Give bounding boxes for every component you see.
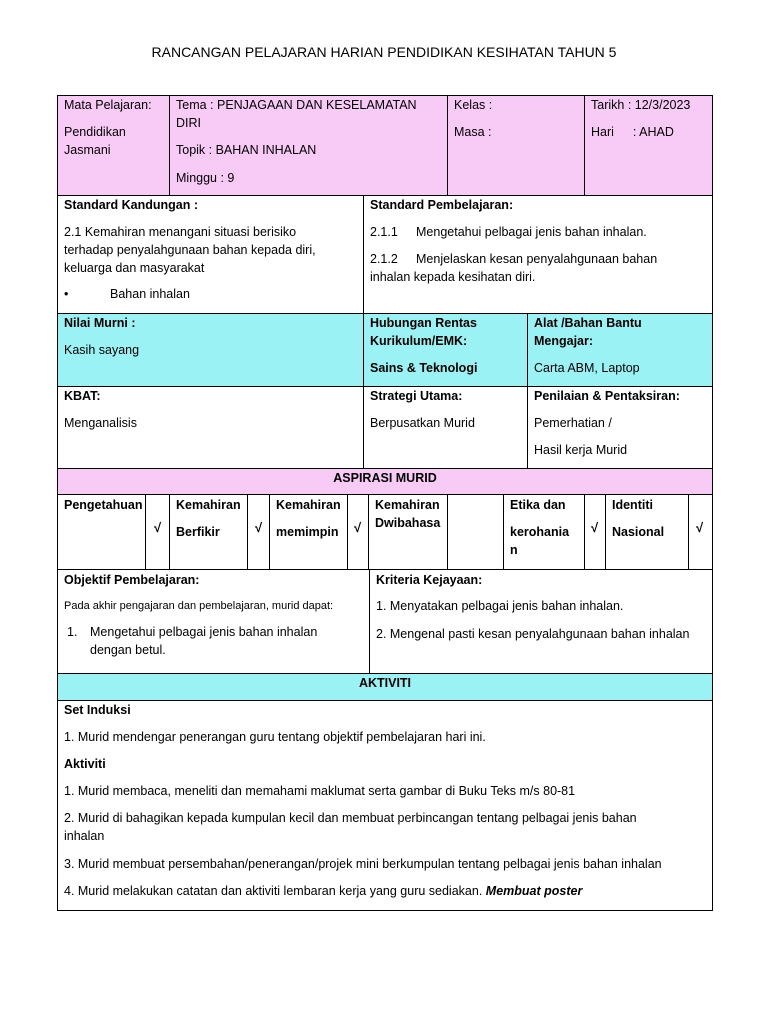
standard-kandungan-label: Standard Kandungan : [64, 198, 199, 212]
tema-line1: Tema : PENJAGAAN DAN KESELAMATAN [176, 98, 417, 112]
sp1-text: Mengetahui pelbagai jenis bahan inhalan. [416, 225, 647, 239]
penilaian-value1: Pemerhatian / [534, 416, 612, 430]
rentas-value: Sains & Teknologi [370, 361, 478, 375]
tick-mark: √ [354, 520, 362, 535]
aktiviti-4-emphasis: Membuat poster [485, 884, 583, 898]
nilai-murni-value: Kasih sayang [64, 343, 140, 357]
kriteria-1: 1. Menyatakan pelbagai jenis bahan inhalan. [376, 599, 624, 613]
etika-line3: n [510, 543, 518, 557]
dwibahasa-tick-cell [447, 494, 504, 570]
etika-line1: Etika dan [510, 498, 566, 512]
alat-value: Carta ABM, Laptop [534, 361, 640, 375]
strategi-value: Berpusatkan Murid [370, 416, 475, 430]
berfikir-tick-cell [247, 494, 270, 570]
sp1-num: 2.1.1 [370, 225, 398, 239]
aspirasi-heading: ASPIRASI MURID [57, 468, 713, 495]
tick-mark: √ [591, 520, 599, 535]
alat-label1: Alat /Bahan Bantu [534, 316, 642, 330]
memimpin-line1: Kemahiran [276, 498, 341, 512]
pengetahuan-cell [57, 494, 146, 570]
objektif-label: Objektif Pembelajaran: [64, 573, 200, 587]
topik: Topik : BAHAN INHALAN [176, 143, 317, 157]
aktiviti-2-line1: 2. Murid di bahagikan kepada kumpulan kecil dan membuat perbincangan tentang pelbagai jenis bahan [64, 811, 637, 825]
memimpin-cell [269, 494, 348, 570]
alat-bahan-cell [527, 313, 713, 387]
rentas-kurikulum-cell [363, 313, 528, 387]
penilaian-label: Penilaian & Pentaksiran: [534, 389, 680, 403]
objektif-item-line2: dengan betul. [90, 643, 166, 657]
penilaian-value2: Hasil kerja Murid [534, 443, 628, 457]
objektif-cell [57, 569, 370, 674]
induksi-1: 1. Murid mendengar penerangan guru tentang objektif pembelajaran hari ini. [64, 730, 486, 744]
hari-row [591, 123, 706, 141]
rentas-label2: Kurikulum/EMK: [370, 334, 468, 348]
kelas-label: Kelas : [454, 98, 493, 112]
berfikir-line1: Kemahiran [176, 498, 241, 512]
strategi-label: Strategi Utama: [370, 389, 463, 403]
mata-pelajaran-cell [57, 95, 170, 196]
memimpin-tick-cell [347, 494, 369, 570]
set-induksi-label: Set Induksi [64, 703, 131, 717]
masa-label: Masa : [454, 125, 492, 139]
tarikh: Tarikh : 12/3/2023 [591, 98, 691, 112]
aktiviti-2-line2: inhalan [64, 829, 105, 843]
nilai-murni-label: Nilai Murni : [64, 316, 136, 330]
berfikir-cell [169, 494, 248, 570]
aktiviti-1: 1. Murid membaca, meneliti dan memahami maklumat serta gambar di Buku Teks m/s 80-81 [64, 784, 576, 798]
kandungan-line1: 2.1 Kemahiran menangani situasi berisiko [64, 225, 297, 239]
identiti-line2: Nasional [612, 525, 665, 539]
hari-label: Hari [591, 125, 614, 139]
strategi-cell [363, 386, 528, 469]
mata-pelajaran-line1: Pendidikan [64, 125, 126, 139]
etika-cell [503, 494, 585, 570]
kandungan-bullet-item [64, 285, 357, 303]
kriteria-2: 2. Mengenal pasti kesan penyalahgunaan bahan inhalan [376, 627, 690, 641]
standard-pembelajaran-label: Standard Pembelajaran: [370, 198, 514, 212]
tarikh-cell [584, 95, 713, 196]
nilai-murni-cell [57, 313, 364, 387]
kbat-label: KBAT: [64, 389, 101, 403]
objektif-intro: Pada akhir pengajaran dan pembelajaran, murid dapat: [64, 600, 334, 612]
pengetahuan-label: Pengetahuan [64, 498, 143, 512]
minggu: Minggu : 9 [176, 171, 235, 185]
tick-mark: √ [255, 520, 263, 535]
pengetahuan-tick-cell [145, 494, 170, 570]
alat-label2: Mengajar: [534, 334, 594, 348]
identiti-line1: Identiti [612, 498, 653, 512]
sp2-line2: inhalan kepada kesihatan diri. [370, 270, 536, 284]
aktiviti-body [57, 700, 713, 911]
aktiviti-3: 3. Murid membuat persembahan/penerangan/projek mini berkumpulan tentang pelbagai jenis bahan inhalan [64, 857, 662, 871]
objektif-item-line1: Mengetahui pelbagai jenis bahan inhalan [90, 625, 318, 639]
aktiviti-heading: AKTIVITI [57, 673, 713, 701]
tick-mark: √ [696, 520, 704, 535]
kandungan-line2: terhadap penyalahgunaan bahan kepada diri, [64, 243, 316, 257]
tick-mark: √ [154, 520, 162, 535]
dwibahasa-cell [368, 494, 448, 570]
rentas-label1: Hubungan Rentas [370, 316, 477, 330]
memimpin-line2: memimpin [276, 525, 339, 539]
sp2-num: 2.1.2 [370, 252, 398, 266]
kriteria-cell [369, 569, 713, 674]
standard-kandungan-cell [57, 195, 364, 314]
tema-line2: DIRI [176, 116, 201, 130]
identiti-cell [605, 494, 689, 570]
aktiviti-4-text: 4. Murid melakukan catatan dan aktiviti lembaran kerja yang guru sediakan. [64, 884, 483, 898]
bullet: • [64, 287, 69, 301]
mata-pelajaran-line2: Jasmani [64, 143, 111, 157]
tema-cell [169, 95, 448, 196]
sp2-text: Menjelaskan kesan penyalahgunaan bahan [416, 252, 658, 266]
sp2 [370, 250, 706, 268]
kelas-cell [447, 95, 585, 196]
kbat-value: Menganalisis [64, 416, 137, 430]
identiti-tick-cell [688, 494, 713, 570]
kbat-cell [57, 386, 364, 469]
kandungan-item: Bahan inhalan [110, 287, 190, 301]
aktiviti-4 [64, 882, 706, 900]
objektif-item-num: 1. [67, 625, 78, 639]
aktiviti-label: Aktiviti [64, 757, 106, 771]
etika-line2: kerohania [510, 525, 570, 539]
standard-pembelajaran-cell [363, 195, 713, 314]
penilaian-cell [527, 386, 713, 469]
sp1 [370, 223, 706, 241]
page-title: RANCANGAN PELAJARAN HARIAN PENDIDIKAN KESIHATAN TAHUN 5 [151, 44, 617, 60]
dwibahasa-line2: Dwibahasa [375, 516, 441, 530]
mata-pelajaran-label: Mata Pelajaran: [64, 98, 152, 112]
dwibahasa-line1: Kemahiran [375, 498, 440, 512]
kandungan-line3: keluarga dan masyarakat [64, 261, 205, 275]
etika-tick-cell [584, 494, 606, 570]
hari-value: : AHAD [632, 125, 674, 139]
berfikir-line2: Berfikir [176, 525, 220, 539]
kriteria-label: Kriteria Kejayaan: [376, 573, 483, 587]
